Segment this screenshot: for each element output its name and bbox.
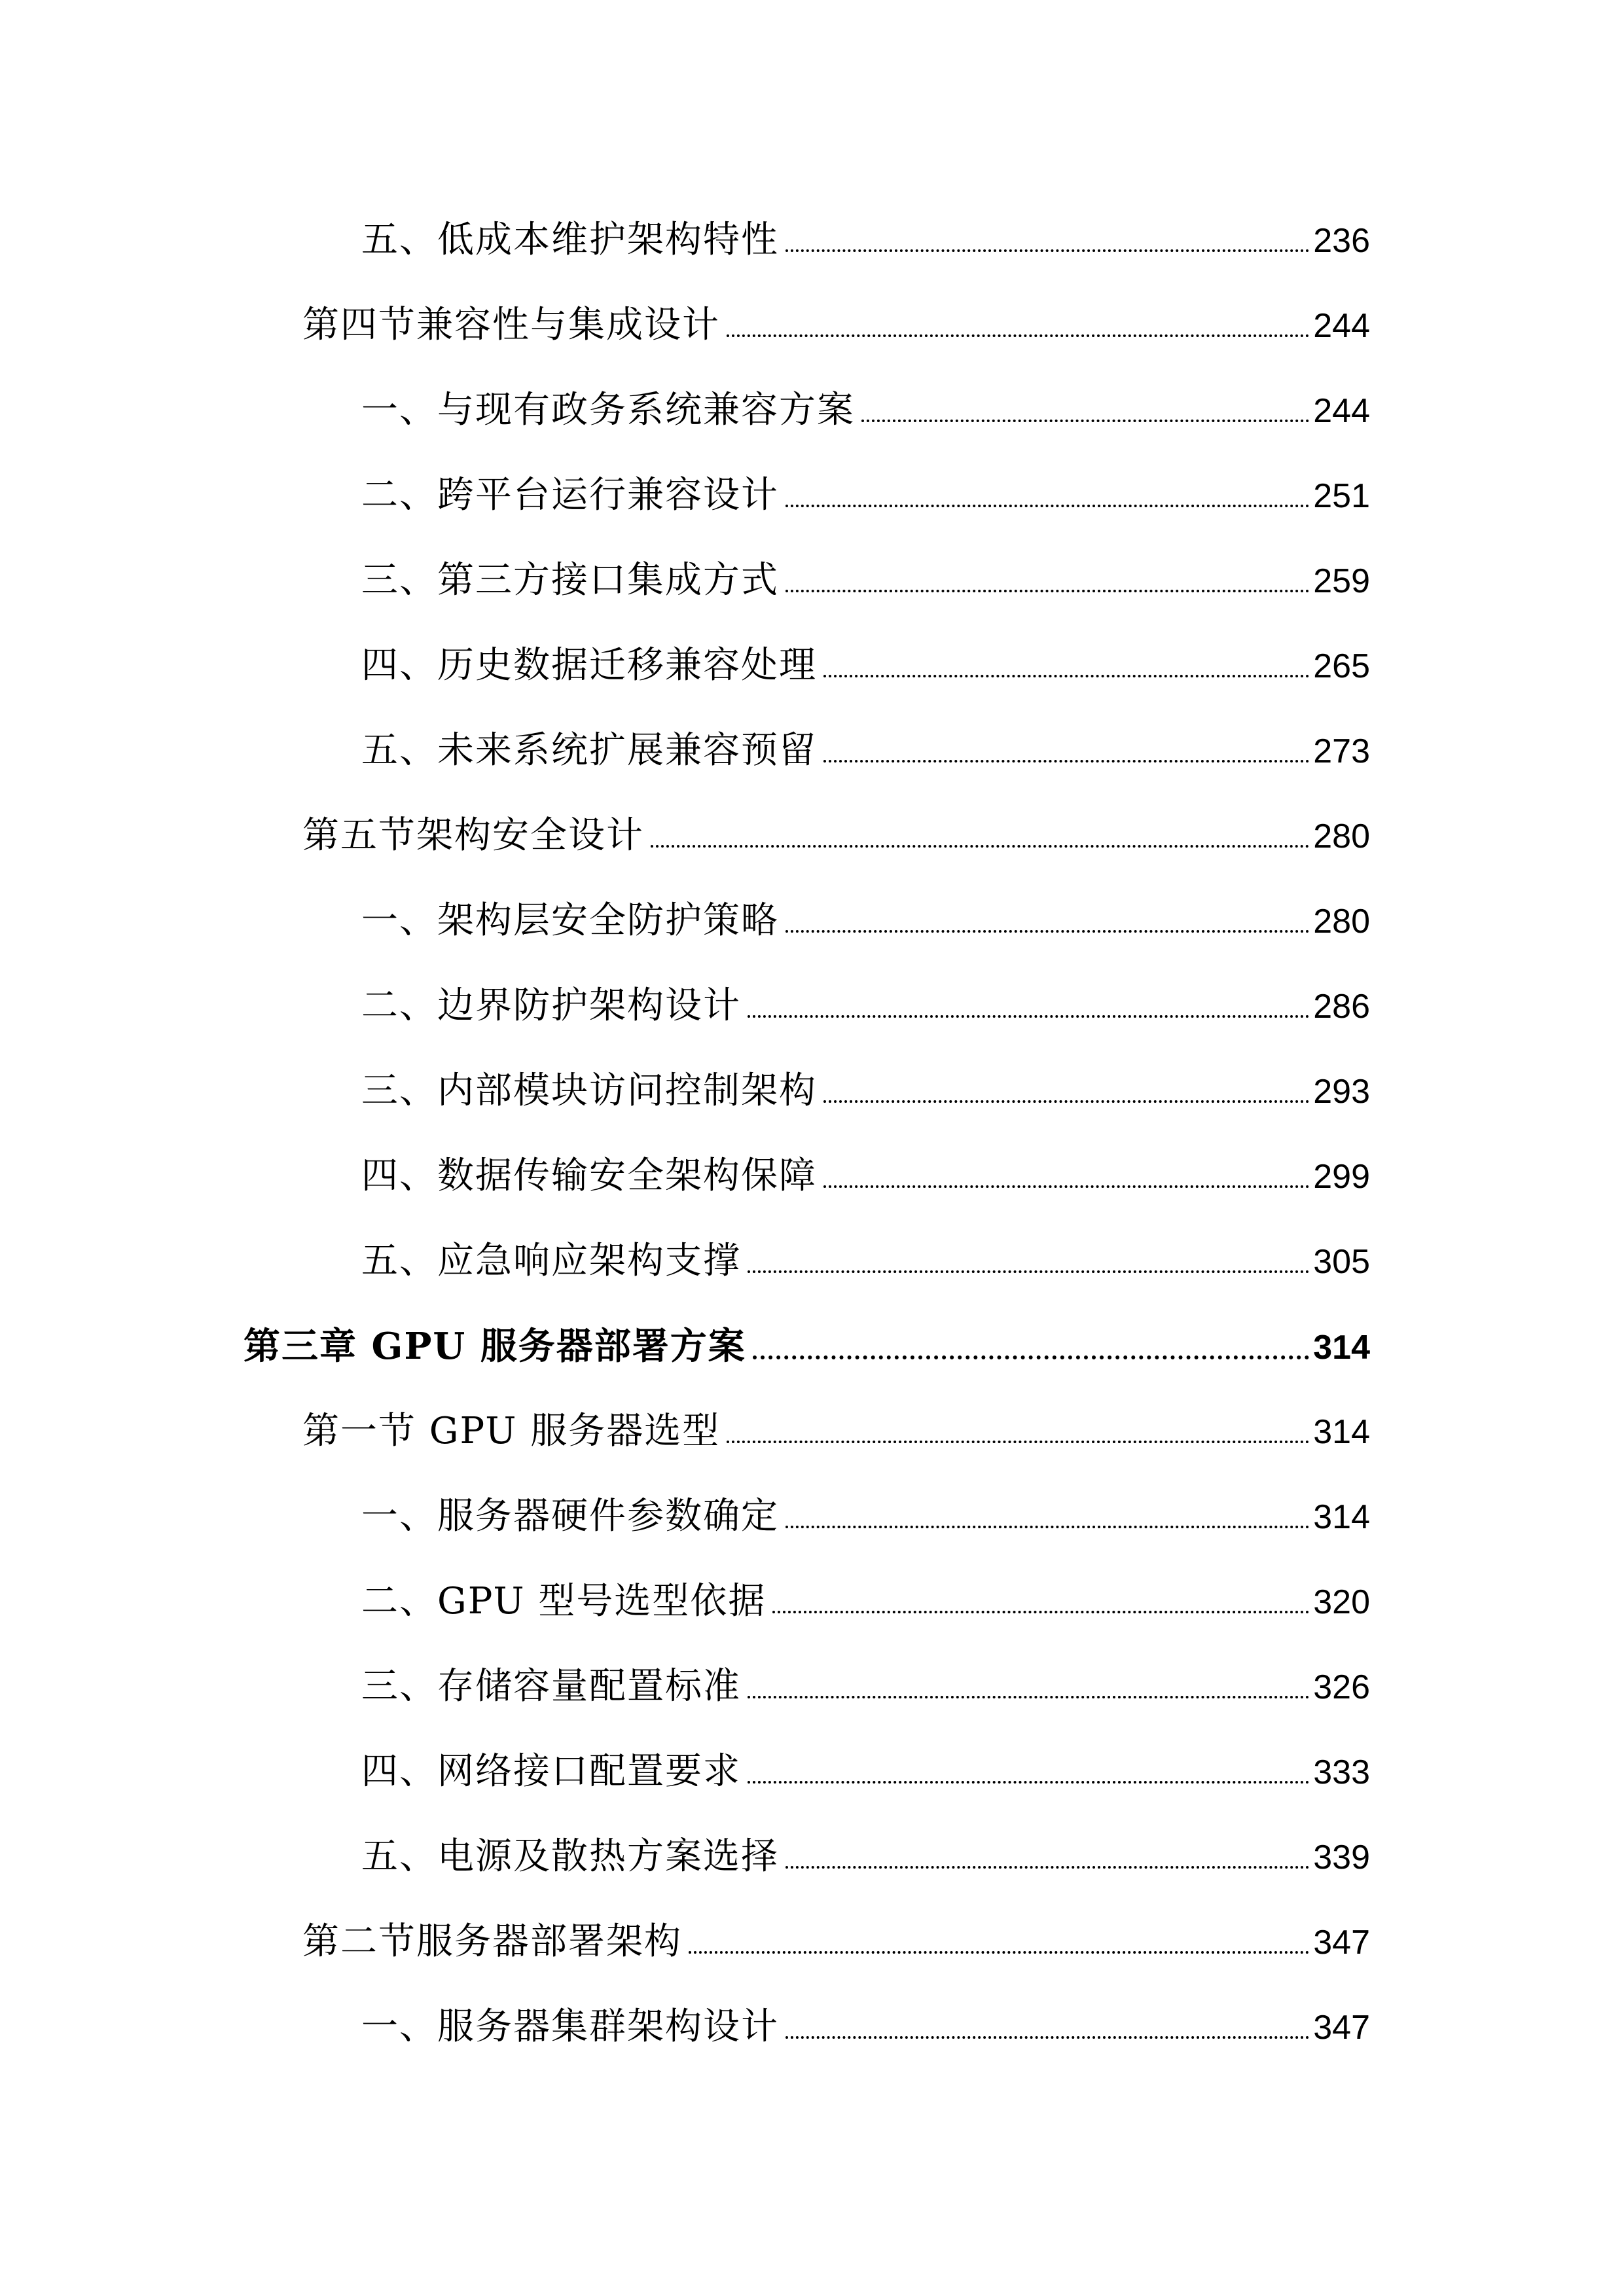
toc-entry-title: 一、服务器硬件参数确定 [361, 1495, 779, 1537]
dot-leader [748, 982, 1309, 1030]
toc-entry-title: 三、第三方接口集成方式 [361, 559, 779, 601]
toc-entry-page: 314 [1313, 1413, 1370, 1451]
toc-entry[interactable] [361, 982, 1370, 1030]
toc-entry-title: 一、架构层安全防护策略 [361, 899, 779, 942]
toc-entry[interactable] [302, 302, 1370, 349]
toc-entry[interactable] [302, 1918, 1370, 1965]
toc-entry-title: 第四节兼容性与集成设计 [302, 304, 720, 346]
toc-entry-page: 320 [1313, 1583, 1370, 1621]
toc-entry[interactable] [361, 1833, 1370, 1880]
toc-entry[interactable] [361, 1663, 1370, 1710]
toc-entry-title: 第五节架构安全设计 [302, 814, 644, 857]
toc-entry[interactable] [361, 2003, 1370, 2051]
toc-entry-title: 四、历史数据迁移兼容处理 [361, 644, 817, 687]
toc-entry[interactable] [361, 1493, 1370, 1540]
toc-entry-page: 339 [1313, 1839, 1370, 1876]
toc-entry-title: 四、数据传输安全架构保障 [361, 1155, 817, 1197]
toc-entry-page: 314 [1313, 1498, 1370, 1536]
toc-entry-page: 305 [1313, 1243, 1370, 1281]
dot-leader [651, 812, 1309, 859]
dot-leader [727, 302, 1309, 349]
toc-entry[interactable] [361, 387, 1370, 434]
toc-entry-page: 280 [1313, 903, 1370, 941]
toc-entry-title: 五、应急响应架构支撑 [361, 1240, 741, 1282]
toc-entry[interactable] [361, 642, 1370, 689]
dot-leader [785, 1833, 1309, 1880]
toc-entry-title: 第二节服务器部署架构 [302, 1920, 682, 1963]
toc-entry-page: 286 [1313, 988, 1370, 1026]
dot-leader [785, 472, 1309, 519]
toc-entry[interactable] [361, 1153, 1370, 1200]
dot-leader [785, 897, 1309, 944]
dot-leader [861, 387, 1309, 434]
dot-leader [748, 1748, 1309, 1795]
toc-entry[interactable] [361, 217, 1370, 264]
toc-entry-page: 326 [1313, 1668, 1370, 1706]
toc-entry-title: 五、未来系统扩展兼容预留 [361, 729, 817, 772]
dot-leader [772, 1578, 1309, 1625]
toc-entry-page: 273 [1313, 732, 1370, 770]
toc-entry-title: 第三章 GPU 服务器部署方案 [244, 1325, 746, 1368]
toc-entry-page: 299 [1313, 1158, 1370, 1196]
dot-leader [785, 1493, 1309, 1540]
toc-entry-page: 293 [1313, 1073, 1370, 1111]
toc-entry-page: 251 [1313, 477, 1370, 515]
toc-entry-page: 314 [1313, 1329, 1370, 1367]
dot-leader [823, 1067, 1309, 1115]
dot-leader [785, 2003, 1309, 2051]
toc-entry[interactable] [361, 1578, 1370, 1625]
toc-entry-page: 347 [1313, 1924, 1370, 1962]
toc-entry[interactable] [361, 727, 1370, 774]
toc-entry-page: 265 [1313, 647, 1370, 685]
dot-leader [748, 1238, 1309, 1285]
toc-entry-page: 347 [1313, 2009, 1370, 2047]
toc-entry-title: 二、跨平台运行兼容设计 [361, 474, 779, 516]
toc-entry-page: 280 [1313, 817, 1370, 855]
toc-entry[interactable] [361, 1067, 1370, 1115]
toc-entry-page: 333 [1313, 1753, 1370, 1791]
toc-entry-page: 244 [1313, 307, 1370, 345]
toc-entry[interactable] [361, 472, 1370, 519]
dot-leader [689, 1918, 1309, 1965]
dot-leader [748, 1663, 1309, 1710]
toc-chapter-entry[interactable] [244, 1323, 1370, 1370]
dot-leader [823, 1153, 1309, 1200]
toc-entry[interactable] [302, 1408, 1370, 1455]
toc-entry-title: 五、电源及散热方案选择 [361, 1835, 779, 1878]
dot-leader [753, 1323, 1309, 1370]
toc-entry-title: 三、内部模块访问控制架构 [361, 1069, 817, 1112]
toc-entry-title: 第一节 GPU 服务器选型 [302, 1410, 721, 1452]
toc-entry-title: 一、与现有政务系统兼容方案 [361, 389, 855, 431]
dot-leader [785, 557, 1309, 604]
toc-entry-page: 236 [1313, 222, 1370, 260]
toc-entry[interactable] [361, 897, 1370, 944]
toc-entry[interactable] [302, 812, 1370, 859]
toc-entry[interactable] [361, 557, 1370, 604]
dot-leader [823, 642, 1309, 689]
dot-leader [823, 727, 1309, 774]
toc-entry-title: 五、低成本维护架构特性 [361, 219, 779, 261]
dot-leader [727, 1408, 1309, 1455]
toc-entry[interactable] [361, 1748, 1370, 1795]
dot-leader [785, 217, 1309, 264]
toc-entry-title: 二、GPU 型号选型依据 [361, 1580, 767, 1623]
toc-entry-page: 259 [1313, 562, 1370, 600]
toc-entry-title: 二、边界防护架构设计 [361, 984, 741, 1027]
toc-entry-title: 三、存储容量配置标准 [361, 1665, 741, 1708]
toc-entry[interactable] [361, 1238, 1370, 1285]
toc-entry-title: 四、网络接口配置要求 [361, 1750, 741, 1793]
toc-entry-title: 一、服务器集群架构设计 [361, 2005, 779, 2048]
toc-entry-page: 244 [1313, 392, 1370, 430]
